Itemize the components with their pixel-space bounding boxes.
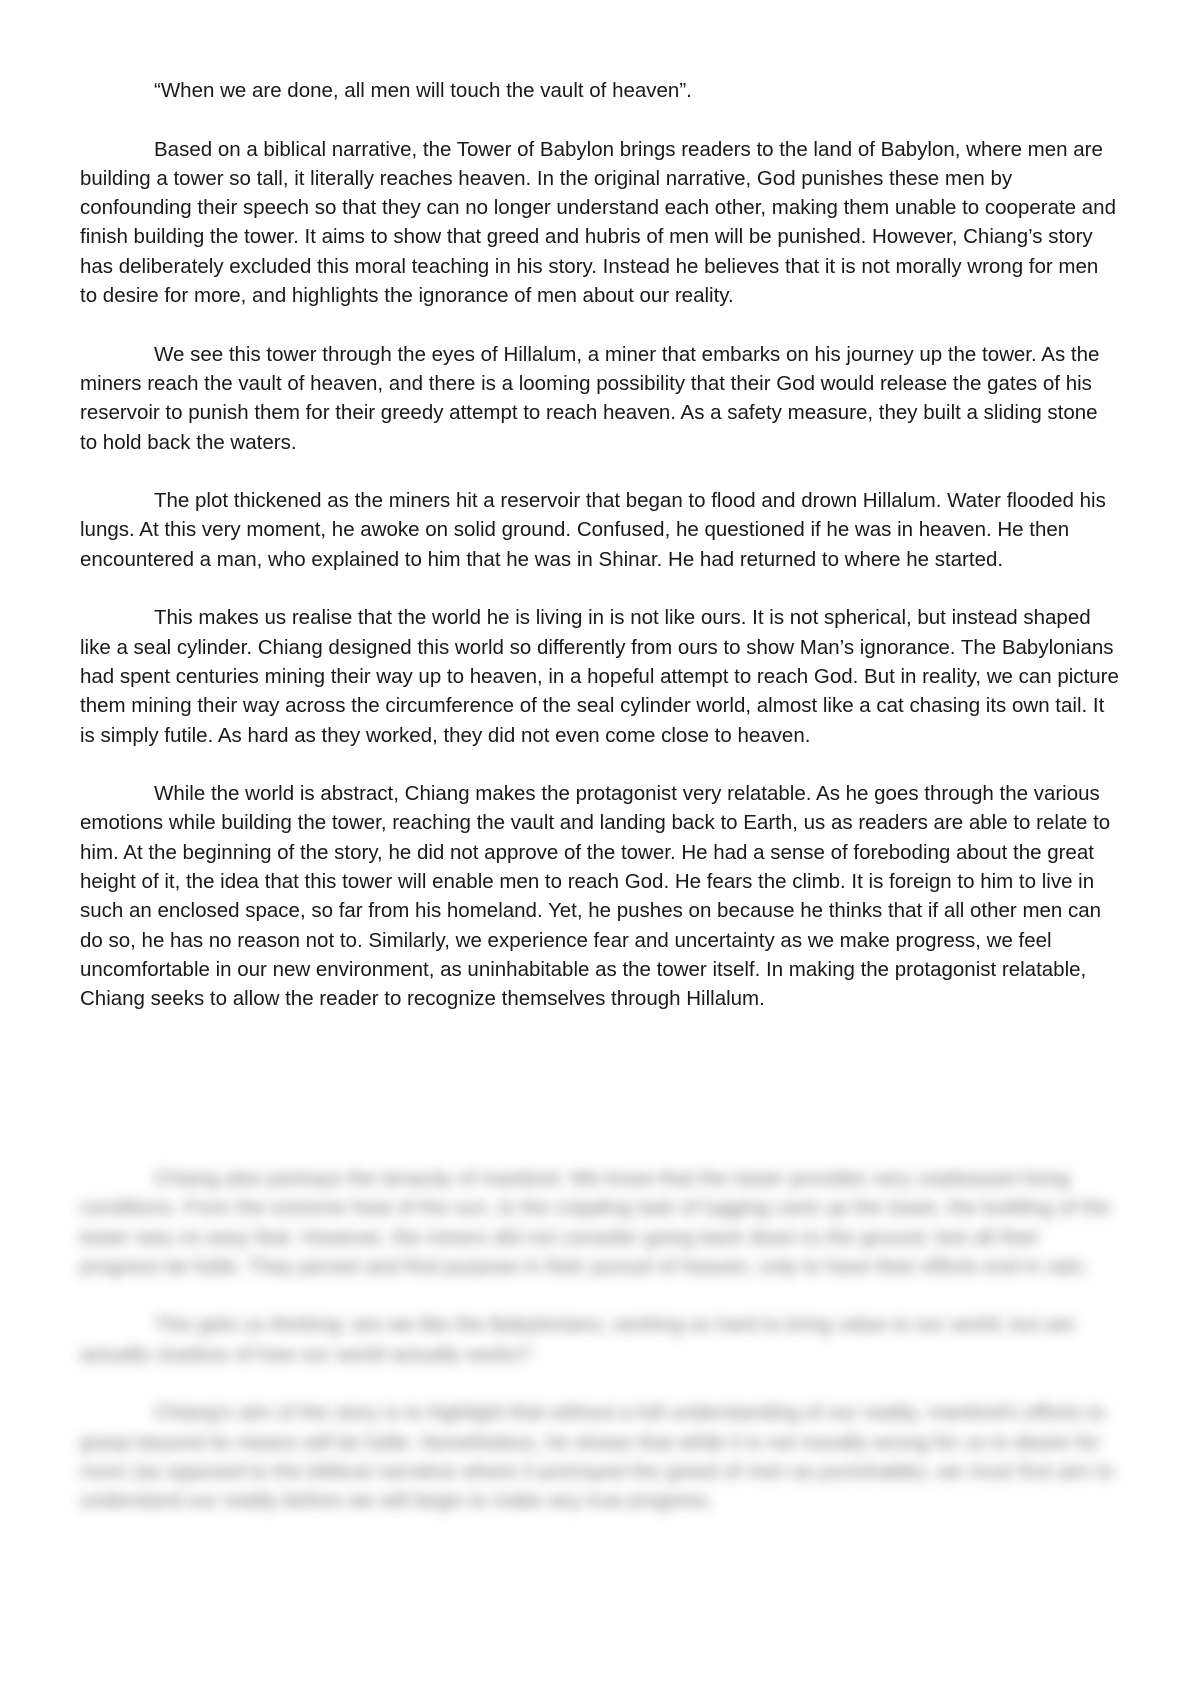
- blurred-paragraph: Chiang's aim of the story is to highlight that without a full understanding of our reality, mankind's efforts to grasp beyond its means will be futile. Nonetheless, he shows that while it is not morally wrong for us to desire for more (as opposed to the biblical narrative where it portrayed the greed of men as punishable), we must first aim to understand our reality before we will begin to make any true progress.: [80, 1401, 1114, 1513]
- blurred-preview-section: [80, 1164, 1120, 1545]
- document-body: [80, 76, 1120, 1043]
- paragraph-seal-cylinder: This makes us realise that the world he is living in is not like ours. It is not spherical, but instead shaped like a seal cylinder. Chiang designed this world so differently from ours to show Man’s ignorance. The Babylonians had spent centuries mining their way up to heaven, in a hopeful attempt to reach God. But in reality, we can picture them mining their way across the circumference of the seal cylinder world, almost like a cat chasing its own tail. It is simply futile. As hard as they worked, they did not even come close to heaven.: [80, 606, 1119, 747]
- paragraph-hillalum-journey: We see this tower through the eyes of Hillalum, a miner that embarks on his journey up the tower. As the miners reach the vault of heaven, and there is a looming possibility that their God would release the gates of his reservoir to punish them for their greedy attempt to reach heaven. As a safety measure, they built a sliding stone to hold back the waters.: [80, 342, 1100, 454]
- blurred-paragraph: Chiang also portrays the tenacity of mankind. We know that the tower provides very unpleasant living conditions. From the extreme heat of the sun, to the crippling task of lugging carts up the tower, the building of the tower was no easy feat. However, the miners did not consider going back down to the ground, lest all their progress be futile. They persist and find purpose in their pursuit of heaven, only to have their efforts end in vain.: [80, 1167, 1111, 1278]
- paragraph-biblical-narrative: Based on a biblical narrative, the Tower of Babylon brings readers to the land of Babylon, where men are building a tower so tall, it literally reaches heaven. In the original narrative, God punishes these men by confounding their speech so that they can no longer understand each other, making them unable to cooperate and finish building the tower. It aims to show that greed and hubris of men will be punished. However, Chiang’s story has deliberately excluded this moral teaching in his story. Instead he believes that it is not morally wrong for men to desire for more, and highlights the ignorance of men about our reality.: [80, 137, 1116, 308]
- paragraph-plot-thickened: The plot thickened as the miners hit a reservoir that began to flood and drown Hillalum. Water flooded his lungs. At this very moment, he awoke on solid ground. Confused, he questioned if he was in heaven. He then encountered a man, who explained to him that he was in Shinar. He had returned to where he started.: [80, 489, 1106, 571]
- opening-quote: “When we are done, all men will touch the vault of heaven”.: [154, 79, 692, 102]
- paragraph-relatable-protagonist: While the world is abstract, Chiang makes the protagonist very relatable. As he goes through the various emotions while building the tower, reaching the vault and landing back to Earth, us as readers are able to relate to him. At the beginning of the story, he did not approve of the tower. He had a sense of foreboding about the great height of it, the idea that this tower will enable men to reach God. He fears the climb. It is foreign to him to live in such an enclosed space, so far from his homeland. Yet, he pushes on because he thinks that if all other men can do so, he has no reason not to. Similarly, we experience fear and uncertainty as we make progress, we feel uncomfortable in our new environment, as uninhabitable as the tower itself. In making the protagonist relatable, Chiang seeks to allow the reader to recognize themselves through Hillalum.: [80, 782, 1111, 1011]
- blurred-paragraph: This gets us thinking: are we like the Babylonians, working so hard to bring value to our world, but are actually clueless of how our world actually works?: [80, 1313, 1075, 1366]
